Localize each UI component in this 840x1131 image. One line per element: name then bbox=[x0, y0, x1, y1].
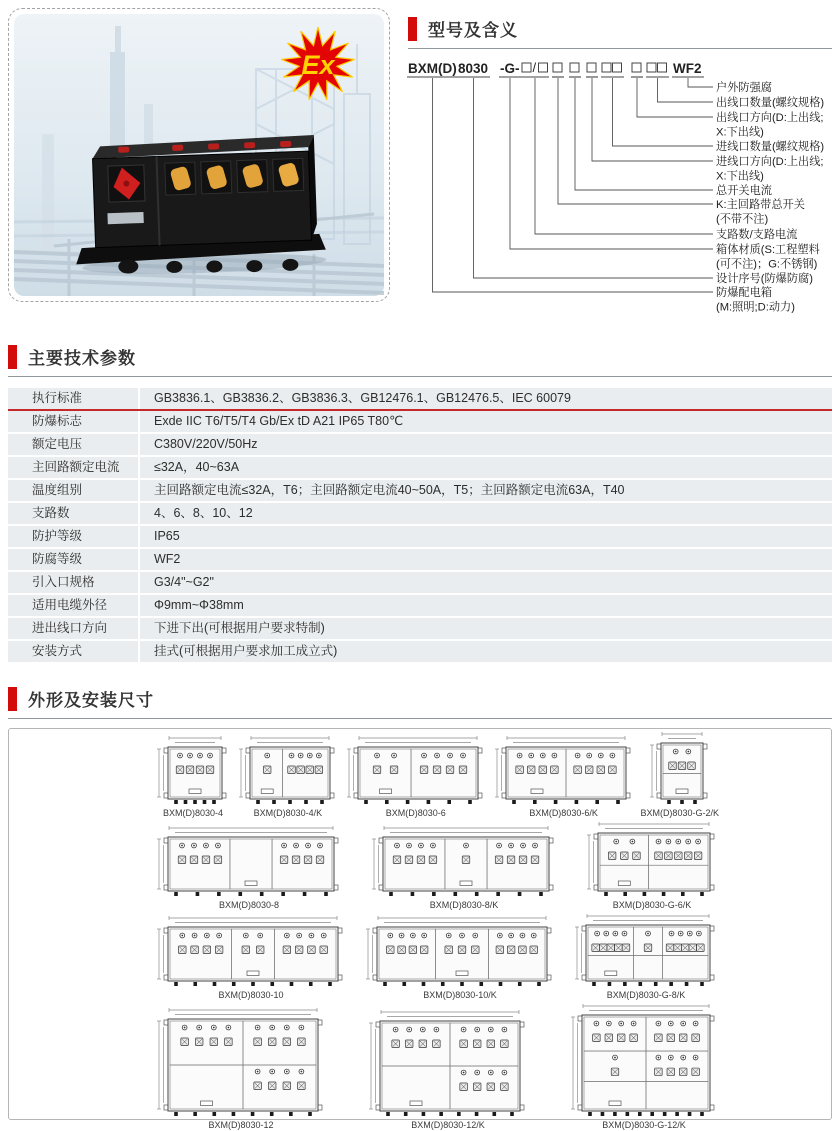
figure-drawing bbox=[585, 821, 719, 898]
figure-caption: BXM(D)8030-4 bbox=[162, 808, 224, 818]
model-meaning-label: 设计序号(防爆防腐) bbox=[716, 273, 813, 285]
figure-caption: BXM(D)8030-10/K bbox=[423, 990, 497, 1000]
figure-caption: BXM(D)8030-G-6/K bbox=[612, 900, 692, 910]
model-meaning-label: (不带不注) bbox=[716, 213, 769, 226]
row-label: 温度组别 bbox=[32, 483, 83, 497]
figure-drawing bbox=[367, 1009, 529, 1118]
dimensions-panel bbox=[8, 728, 832, 1130]
row-value: Φ9mm~Φ38mm bbox=[138, 595, 832, 616]
table-row bbox=[8, 411, 832, 434]
svg-text:/: / bbox=[532, 60, 537, 75]
table-row bbox=[8, 595, 832, 618]
table-row bbox=[8, 618, 832, 641]
table-row bbox=[8, 388, 832, 411]
figure-caption: BXM(D)8030-12/K bbox=[411, 1120, 485, 1130]
figure-drawing bbox=[155, 825, 343, 898]
figure-drawing bbox=[569, 1003, 719, 1118]
figure-drawing bbox=[493, 735, 635, 806]
dimensions-section-title: 外形及安装尺寸 bbox=[28, 691, 154, 710]
rotary-switch bbox=[108, 165, 145, 202]
dimension-figure bbox=[155, 825, 343, 911]
row-label: 执行标准 bbox=[32, 391, 83, 405]
dimension-figure bbox=[155, 1007, 327, 1131]
figure-drawing bbox=[155, 915, 347, 988]
model-meaning-label: 户外防强腐 bbox=[716, 82, 772, 94]
dimension-figure bbox=[367, 1009, 529, 1131]
figure-drawing bbox=[155, 1007, 327, 1118]
svg-text:WF2: WF2 bbox=[673, 61, 702, 76]
row-label: 额定电压 bbox=[32, 437, 83, 451]
model-meaning-label: 出线口方向(D:上出线; bbox=[716, 112, 824, 124]
row-value: 挂式(可根据用户要求加工成立式) bbox=[138, 641, 832, 662]
figure-caption: BXM(D)8030-8 bbox=[218, 900, 280, 910]
row-label: 支路数 bbox=[32, 506, 70, 520]
dimension-figure bbox=[155, 735, 231, 819]
dimension-figure bbox=[370, 825, 558, 911]
row-label: 适用电缆外径 bbox=[32, 598, 108, 612]
svg-text:BXM(D): BXM(D) bbox=[408, 61, 457, 76]
ex-badge-text: Ex bbox=[301, 50, 335, 80]
params-section-title: 主要技术参数 bbox=[28, 349, 136, 368]
section-header-params bbox=[8, 344, 832, 377]
dimension-figure bbox=[345, 735, 487, 819]
figure-caption: BXM(D)8030-G-12/K bbox=[602, 1120, 686, 1130]
distribution-box bbox=[72, 135, 327, 279]
row-value: ≤32A，40~63A bbox=[138, 457, 832, 478]
row-label: 防护等级 bbox=[32, 529, 83, 543]
red-accent-bar bbox=[8, 345, 17, 369]
row-value: C380V/220V/50Hz bbox=[138, 434, 832, 455]
section-header-dimensions bbox=[8, 686, 832, 719]
row-label: 安装方式 bbox=[32, 644, 83, 658]
row-label: 进出线口方向 bbox=[32, 621, 108, 635]
figure-caption: BXM(D)8030-6 bbox=[385, 808, 446, 818]
dimension-figure bbox=[493, 735, 635, 819]
row-label: 引入口规格 bbox=[32, 575, 95, 589]
model-meaning-label: K:主回路带总开关 bbox=[716, 199, 805, 211]
row-value: 下进下出(可根据用户要求特制) bbox=[138, 618, 832, 639]
model-meaning-label: 防爆配电箱 bbox=[716, 287, 772, 299]
figure-drawing bbox=[370, 825, 558, 898]
section-header-model bbox=[408, 16, 832, 49]
table-row bbox=[8, 526, 832, 549]
figure-caption: BXM(D)8030-G-8/K bbox=[606, 990, 686, 1000]
table-row bbox=[8, 457, 832, 480]
figure-drawing bbox=[237, 735, 339, 806]
params-table bbox=[8, 388, 832, 664]
model-meaning-label: 支路数/支路电流 bbox=[716, 229, 798, 241]
red-accent-bar bbox=[8, 687, 17, 711]
figure-caption: BXM(D)8030-6/K bbox=[529, 808, 598, 818]
figure-row bbox=[9, 819, 831, 911]
figure-caption: BXM(D)8030-G-2/K bbox=[640, 808, 719, 818]
red-accent-bar bbox=[408, 17, 417, 41]
table-row bbox=[8, 572, 832, 595]
figure-drawing bbox=[345, 735, 487, 806]
model-meaning-label: (M:照明;D:动力) bbox=[716, 301, 795, 314]
model-designation-diagram bbox=[408, 56, 832, 320]
figure-row bbox=[9, 729, 831, 819]
table-row bbox=[8, 480, 832, 503]
row-label: 主回路额定电流 bbox=[32, 460, 120, 474]
model-meaning-label: (可不注)；G:不锈钢) bbox=[716, 258, 818, 271]
table-row bbox=[8, 549, 832, 572]
nameplate bbox=[107, 212, 143, 224]
model-meaning-label: 进线口方向(D:上出线; bbox=[716, 156, 824, 168]
figure-drawing bbox=[648, 731, 712, 806]
figure-drawing bbox=[364, 915, 556, 988]
row-value: G3/4"~G2" bbox=[138, 572, 832, 593]
figure-drawing bbox=[155, 735, 231, 806]
model-section-title: 型号及含义 bbox=[428, 21, 518, 40]
figure-caption: BXM(D)8030-8/K bbox=[429, 900, 499, 910]
table-row bbox=[8, 503, 832, 526]
photo-frame bbox=[8, 8, 390, 302]
model-meaning-label: X:下出线) bbox=[716, 170, 764, 183]
model-meaning-label: 总开关电流 bbox=[716, 185, 772, 197]
row-label: 防腐等级 bbox=[32, 552, 83, 566]
dimension-figure bbox=[640, 731, 719, 819]
dimension-figure bbox=[237, 735, 339, 819]
row-value: Exde IIC T6/T5/T4 Gb/Ex tD A21 IP65 T80℃ bbox=[138, 411, 832, 432]
product-photo bbox=[14, 14, 384, 296]
svg-text:8030: 8030 bbox=[458, 61, 489, 76]
figure-row bbox=[9, 1001, 831, 1131]
figure-caption: BXM(D)8030-12 bbox=[208, 1120, 274, 1130]
figure-drawing bbox=[573, 913, 719, 988]
dimension-figure bbox=[573, 913, 719, 1001]
row-value: WF2 bbox=[138, 549, 832, 570]
row-value: 主回路额定电流≤32A，T6；主回路额定电流40~50A，T5；主回路额定电流63A，T40 bbox=[138, 480, 832, 501]
row-value: IP65 bbox=[138, 526, 832, 547]
dimension-figure bbox=[585, 821, 719, 911]
dimension-figure bbox=[569, 1003, 719, 1131]
figure-caption: BXM(D)8030-4/K bbox=[253, 808, 323, 818]
model-meaning-label: 出线口数量(螺纹规格) bbox=[716, 97, 825, 109]
model-meaning-label: X:下出线) bbox=[716, 126, 764, 139]
model-meaning-label: 进线口数量(螺纹规格) bbox=[716, 141, 825, 153]
figure-caption: BXM(D)8030-10 bbox=[218, 990, 284, 1000]
figure-row bbox=[9, 911, 831, 1001]
row-label: 防爆标志 bbox=[32, 414, 83, 428]
dimension-figure bbox=[155, 915, 347, 1001]
table-row bbox=[8, 641, 832, 664]
row-value: 4、6、8、10、12 bbox=[138, 503, 832, 524]
row-value: GB3836.1、GB3836.2、GB3836.3、GB12476.1、GB12476.5、IEC 60079 bbox=[138, 388, 832, 409]
svg-text:-G-: -G- bbox=[500, 61, 520, 76]
table-row bbox=[8, 434, 832, 457]
dimension-figure bbox=[364, 915, 556, 1001]
model-meaning-label: 箱体材质(S:工程塑料 bbox=[716, 244, 820, 256]
